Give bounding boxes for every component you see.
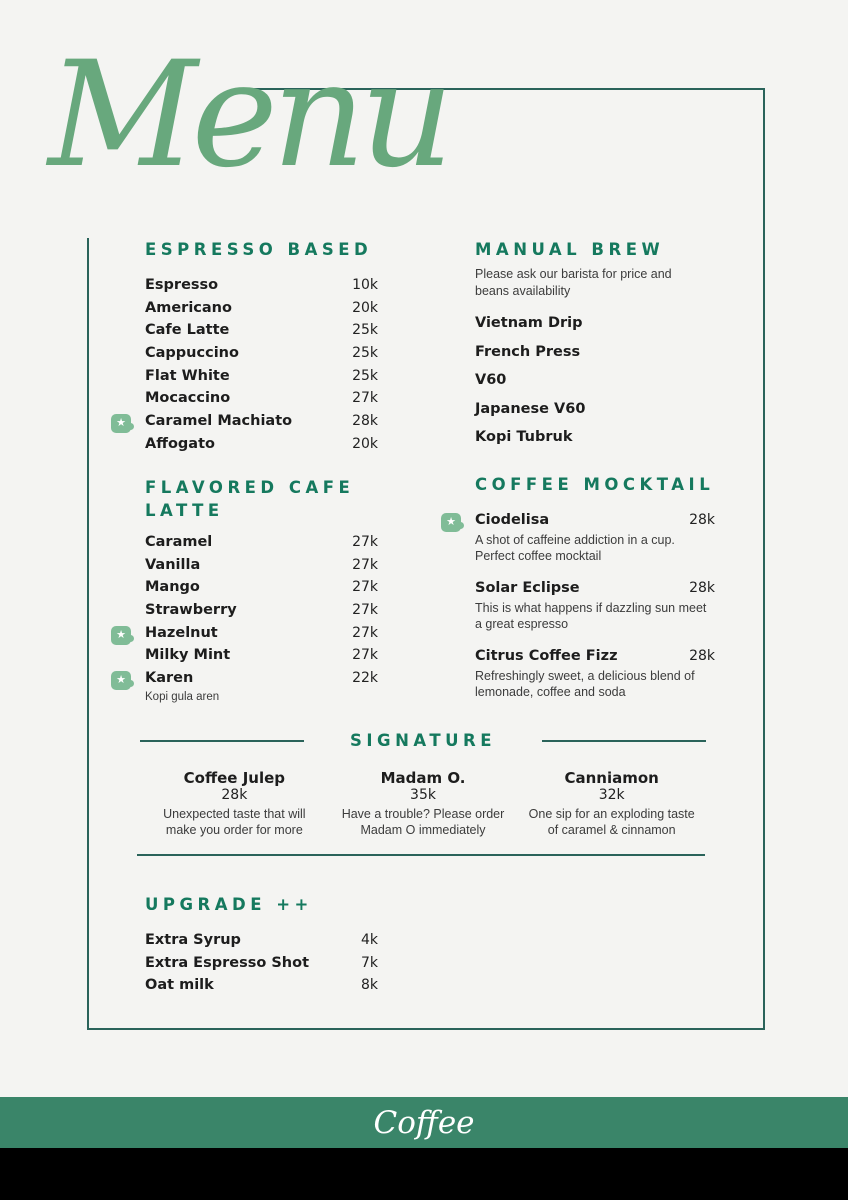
item-description: This is what happens if dazzling sun meet a great espresso [475, 601, 707, 631]
item-price: 28k [689, 512, 715, 528]
item-price: 4k [360, 932, 378, 948]
item-price: 10k [352, 277, 378, 293]
signature-bottom-divider [137, 854, 705, 856]
signature-items [140, 769, 706, 838]
section-manual-brew [475, 238, 715, 452]
menu-item-row [145, 300, 378, 323]
item-name: Cafe Latte [145, 322, 230, 339]
item-name: Madam O. [380, 769, 466, 787]
item-price: 32k [598, 787, 625, 803]
section-title-line1: FLAVORED CAFE [145, 478, 355, 497]
item-name: French Press [475, 343, 581, 360]
item-name: Japanese V60 [475, 400, 586, 417]
item-description: One sip for an exploding taste of caramel & cinnamon [528, 807, 695, 837]
menu-item-row [145, 579, 378, 602]
menu-item-row [475, 648, 715, 668]
menu-item-row [145, 368, 378, 391]
frame-border-left [87, 238, 89, 1028]
item-name: Karen [145, 670, 194, 687]
footer-brand: Coffee [373, 1104, 475, 1141]
frame-border-right [763, 88, 765, 1030]
item-price: 27k [352, 647, 378, 664]
item-price: 22k [352, 670, 378, 687]
item-name: Hazelnut [145, 624, 218, 641]
menu-item-row-featured [116, 670, 378, 693]
page-title: Menu [48, 30, 448, 200]
featured-star-icon: ★ [441, 513, 461, 532]
section-title: ESPRESSO BASED [145, 240, 373, 259]
item-name: Vietnam Drip [475, 315, 583, 331]
section-title: MANUAL BREW [475, 240, 665, 259]
item-name: Coffee Julep [183, 769, 286, 787]
item-price: 27k [352, 556, 378, 573]
bottom-black-strip [0, 1148, 848, 1200]
menu-item-group [475, 648, 715, 700]
item-description: Refreshingly sweet, a delicious blend of lemonade, coffee and soda [475, 669, 695, 699]
item-list [116, 534, 378, 704]
item-price: 28k [352, 413, 378, 430]
section-upgrade [145, 893, 378, 1000]
menu-item-row [145, 534, 378, 557]
menu-item-row [145, 436, 378, 459]
item-price: 27k [352, 624, 378, 641]
item-price: 7k [360, 954, 378, 971]
item-name: Strawberry [145, 602, 237, 619]
item-list [475, 309, 715, 452]
section-title: SIGNATURE [350, 731, 496, 750]
item-list [446, 512, 715, 700]
signature-item [140, 769, 329, 838]
item-name: Extra Syrup [145, 932, 241, 948]
item-description: Unexpected taste that will make you order for more [163, 807, 306, 837]
item-name: Canniamon [564, 769, 659, 787]
item-price: 28k [689, 580, 715, 596]
menu-item-group-featured [446, 512, 715, 564]
item-list [145, 932, 378, 1000]
signature-item [517, 769, 706, 838]
menu-item-group [475, 580, 715, 632]
menu-item-row [145, 557, 378, 580]
item-name: Flat White [145, 367, 230, 384]
item-name: Citrus Coffee Fizz [475, 648, 618, 664]
item-name: Vanilla [145, 556, 201, 573]
item-price: 27k [352, 534, 378, 550]
section-coffee-mocktail [446, 473, 715, 712]
featured-star-icon: ★ [111, 626, 131, 645]
item-price: 28k [221, 787, 248, 803]
signature-header [140, 729, 706, 752]
item-price: 25k [352, 322, 378, 339]
menu-item-row [145, 390, 378, 413]
menu-item-row [145, 277, 378, 300]
item-name: Affogato [145, 435, 215, 452]
item-price: 28k [689, 648, 715, 664]
divider-right [542, 740, 706, 742]
item-description: Have a trouble? Please order Madam O immediately [341, 807, 505, 837]
item-price: 27k [352, 579, 378, 596]
featured-star-icon: ★ [111, 671, 131, 690]
item-name: Ciodelisa [475, 512, 550, 528]
item-name: Mango [145, 579, 200, 596]
menu-item-row [145, 322, 378, 345]
item-name: Mocaccino [145, 390, 231, 407]
item-name: V60 [475, 372, 507, 389]
menu-item-row [145, 602, 378, 625]
section-espresso-based [116, 238, 378, 459]
item-name: Solar Eclipse [475, 580, 580, 596]
item-name: Kopi Tubruk [475, 429, 573, 446]
item-name: Americano [145, 299, 232, 316]
footer-bar [0, 1097, 848, 1148]
menu-item-row [145, 647, 378, 670]
item-price: 27k [352, 602, 378, 619]
item-name: Caramel Machiato [145, 413, 293, 430]
item-name: Caramel [145, 534, 213, 550]
item-description: A shot of caffeine addiction in a cup. Perfect coffee mocktail [475, 533, 675, 563]
item-subnote: Kopi gula aren [145, 690, 220, 703]
item-name: Espresso [145, 277, 219, 293]
frame-border-bottom [87, 1028, 765, 1030]
menu-item-row [145, 345, 378, 368]
menu-item-row [145, 977, 378, 1000]
item-price: 25k [352, 345, 378, 362]
item-name: Oat milk [145, 977, 214, 994]
section-signature [140, 729, 706, 838]
menu-item-row-featured [116, 413, 378, 436]
item-price: 8k [360, 977, 378, 994]
item-price: 27k [352, 390, 378, 407]
section-title-line2: LATTE [145, 501, 224, 520]
item-price: 25k [352, 367, 378, 384]
item-name: Cappuccino [145, 345, 239, 362]
menu-item-row [145, 932, 378, 955]
signature-item [329, 769, 518, 838]
featured-star-icon: ★ [111, 414, 131, 433]
section-note: Please ask our barista for price and beans availability [475, 267, 672, 298]
section-title: COFFEE MOCKTAIL [475, 475, 715, 494]
divider-left [140, 740, 304, 742]
item-list [116, 277, 378, 459]
menu-item-row-featured [116, 624, 378, 648]
item-price: 35k [410, 787, 436, 803]
menu-item-row [145, 955, 378, 978]
section-title: UPGRADE ++ [145, 895, 313, 914]
item-name: Extra Espresso Shot [145, 954, 310, 971]
section-flavored-cafe-latte [116, 476, 378, 704]
menu-item-row [475, 580, 715, 600]
item-name: Milky Mint [145, 647, 231, 664]
menu-item-row [446, 512, 715, 532]
item-price: 20k [352, 435, 378, 452]
item-price: 20k [352, 299, 378, 316]
